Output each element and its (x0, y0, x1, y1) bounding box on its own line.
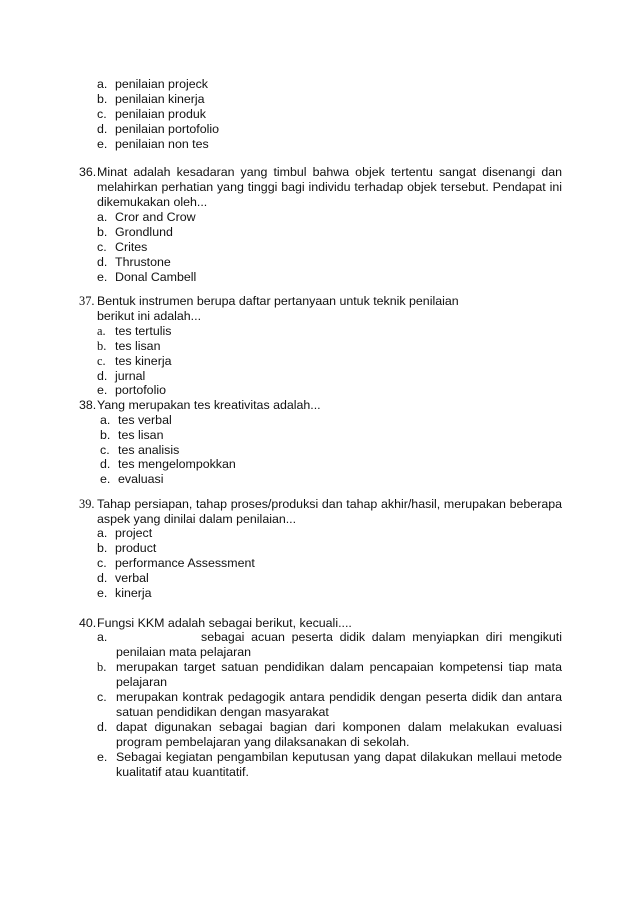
question-number: 40. (79, 616, 97, 630)
question-40 (79, 616, 562, 631)
option-e: e. evaluasi (100, 472, 164, 486)
option-c: c. penilaian produk (97, 107, 206, 121)
option-d: d. Thrustone (97, 255, 171, 269)
option-c: c. performance Assessment (97, 556, 255, 570)
question-37 (79, 294, 479, 324)
option-a: a. Cror and Crow (97, 210, 196, 224)
option-d: d. verbal (97, 571, 149, 585)
option-d: d. penilaian portofolio (97, 122, 220, 136)
question-number: 38. (79, 398, 97, 412)
option-e: e. kinerja (97, 586, 152, 600)
option-d: d. jurnal (97, 369, 146, 383)
option-e: e. Sebagai kegiatan pengambilan keputusan yang dapat dilakukan mellaui metode kualitatif atau kuantitatif. (97, 750, 562, 779)
option-a: a. tes verbal (100, 413, 172, 427)
question-text: Tahap persiapan, tahap proses/produksi dan tahap akhir/hasil, merupakan beberapa aspek yang dinilai dalam penilaian... (97, 497, 562, 526)
question-number: 39. (79, 497, 95, 511)
question-number: 36. (79, 165, 97, 179)
question-38 (79, 398, 562, 413)
option-e: e. penilaian non tes (97, 137, 209, 151)
option-b: b. penilaian kinerja (97, 92, 205, 106)
option-e: e. portofolio (97, 383, 166, 397)
option-e: e. Donal Cambell (97, 270, 197, 284)
question-text: Fungsi KKM adalah sebagai berikut, kecuali.... (97, 616, 352, 630)
option-d: d. dapat digunakan sebagai bagian dari komponen dalam melakukan evaluasi program pembelajaran yang dilaksanakan di sekolah. (97, 720, 562, 749)
option-a: a. sebagai acuan peserta didik dalam menyiapkan diri mengikuti penilaian mata pelajaran (97, 630, 562, 659)
option-c: c. Crites (97, 240, 148, 254)
option-c: c. merupakan kontrak pedagogik antara pendidik dengan peserta didik dan antara satuan pendidikan dengan masyarakat (97, 690, 562, 719)
question-text: Bentuk instrumen berupa daftar pertanyaan untuk teknik penilaian berikut ini adalah... (97, 294, 459, 323)
option-c: c. tes kinerja (97, 354, 172, 368)
question-text: Yang merupakan tes kreativitas adalah... (97, 398, 321, 412)
option-b: b. tes lisan (100, 428, 164, 442)
question-36 (79, 165, 562, 210)
option-b: b. product (97, 541, 157, 555)
question-text: Minat adalah kesadaran yang timbul bahwa objek tertentu sangat disenangi dan melahirkan perhatian yang tinggi bagi individu terhadap objek tersebut. Pendapat ini dikemukakan oleh... (97, 165, 562, 209)
option-a: a. project (97, 526, 153, 540)
option-b: b. tes lisan (97, 339, 161, 353)
option-a: a. penilaian projeck (97, 77, 208, 91)
option-c: c. tes analisis (100, 443, 180, 457)
question-39 (79, 497, 562, 527)
option-b: b. Grondlund (97, 225, 173, 239)
question-40-options (97, 630, 562, 780)
option-d: d. tes mengelompokkan (100, 457, 236, 471)
question-number: 37. (79, 294, 95, 308)
option-a: a. tes tertulis (97, 324, 172, 338)
option-b: b. merupakan target satuan pendidikan dalam pencapaian kompetensi tiap mata pelajaran (97, 660, 562, 689)
